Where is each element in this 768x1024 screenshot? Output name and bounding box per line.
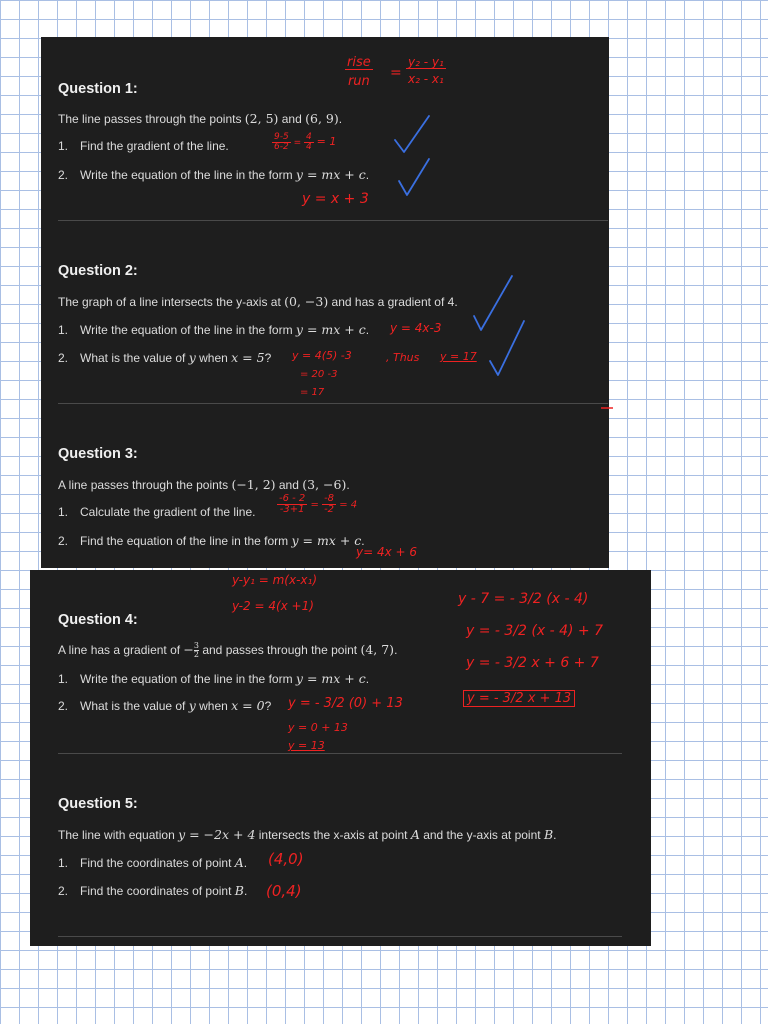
handwriting-q2-line: y = 4x-3: [390, 321, 442, 335]
checkmark-icon: [396, 155, 432, 200]
handwriting-q4-step-1: y - 7 = - 3/2 (x - 4): [458, 591, 589, 607]
question-4-title: Question 4:: [58, 612, 138, 628]
question-5-item-1: 1. Find the coordinates of point A.: [58, 855, 248, 870]
gradient-fraction: $\frac{3}{2}$: [193, 641, 199, 660]
worksheet-panel-top: [41, 37, 609, 568]
checkmark-icon: [392, 112, 432, 157]
handwriting-q3-line: y= 4x + 6: [356, 545, 418, 559]
handwriting-q2-answer: y = 17: [440, 350, 477, 363]
question-2-title: Question 2:: [58, 263, 138, 279]
handwriting-q4-step-2: y = - 3/2 (x - 4) + 7: [466, 623, 604, 639]
ink-mark: [600, 404, 614, 412]
divider: [58, 220, 608, 221]
handwriting-q4-step-3: y = - 3/2 x + 6 + 7: [466, 655, 599, 671]
divider: [58, 936, 622, 937]
question-4-intro: A line has a gradient of − $\frac{3}{2}$ and passes through the point (4, 7).: [58, 641, 398, 660]
handwriting-q1-gradient: $\frac{9-5}{6-2}$ = $\frac{4}{4}$ = 1: [274, 132, 337, 152]
question-3-intro: A line passes through the points (−1, 2) and (3, −6).: [58, 477, 350, 492]
question-4-item-2: 2. What is the value of y when x = 0?: [58, 698, 272, 713]
handwriting-q2-calc-3: = 17: [300, 387, 325, 398]
handwriting-q1-line: y = x + 3: [302, 191, 369, 207]
question-1-intro: The line passes through the points (2, 5) and (6, 9).: [58, 111, 343, 126]
handwriting-equals: =: [390, 65, 402, 81]
handwriting-q3-gradient: $\frac{-6 - 2}{-3+1}$ = $\frac{-8}{-2}$ = 4: [279, 493, 358, 515]
handwriting-q5-point-b: (0,4): [266, 882, 302, 900]
question-3-title: Question 3:: [58, 446, 138, 462]
question-2-item-2: 2. What is the value of y when x = 5?: [58, 350, 272, 365]
handwriting-q4-calc-1: y = - 3/2 (0) + 13: [288, 696, 403, 711]
handwriting-q2-thus: , Thus: [386, 351, 420, 364]
handwriting-q2-calc-2: = 20 -3: [300, 369, 338, 380]
handwriting-q4-calc-2: y = 0 + 13: [288, 721, 348, 734]
handwriting-rise-over-run: $\frac{\text{rise}}{\text{run}}$: [347, 55, 371, 89]
handwriting-gradient-formula: $\frac{\text{y₂ - y₁}}{\text{x₂ - x₁}}$: [408, 55, 444, 86]
question-3-item-1: 1. Calculate the gradient of the line.: [58, 505, 256, 519]
handwriting-q2-calc-1: y = 4(5) -3: [292, 349, 352, 362]
handwriting-q4-final-answer: y = - 3/2 x + 13: [463, 690, 575, 707]
question-2-intro: The graph of a line intersects the y-axis at (0, −3) and has a gradient of 4.: [58, 294, 458, 309]
handwriting-q3-point-slope-2: y-2 = 4(x +1): [232, 599, 314, 613]
question-1-item-2: 2. Write the equation of the line in the form y = mx + c.: [58, 167, 370, 182]
question-4-item-1: 1. Write the equation of the line in the form y = mx + c.: [58, 671, 370, 686]
question-1-item-1: 1. Find the gradient of the line.: [58, 139, 229, 153]
question-5-item-2: 2. Find the coordinates of point B.: [58, 883, 248, 898]
handwriting-q5-point-a: (4,0): [268, 850, 304, 868]
question-1-title: Question 1:: [58, 81, 138, 97]
question-5-title: Question 5:: [58, 796, 138, 812]
handwriting-q4-calc-3: y = 13: [288, 739, 325, 752]
question-2-item-1: 1. Write the equation of the line in the form y = mx + c.: [58, 322, 370, 337]
question-3-item-2: 2. Find the equation of the line in the form y = mx + c.: [58, 533, 365, 548]
question-5-intro: The line with equation y = −2x + 4 intersects the x-axis at point A and the y-axis at point B.: [58, 827, 557, 842]
divider: [58, 403, 608, 404]
handwriting-q3-point-slope-1: y-y₁ = m(x-x₁): [232, 573, 317, 587]
checkmark-icon: [486, 317, 528, 379]
divider: [58, 753, 622, 754]
